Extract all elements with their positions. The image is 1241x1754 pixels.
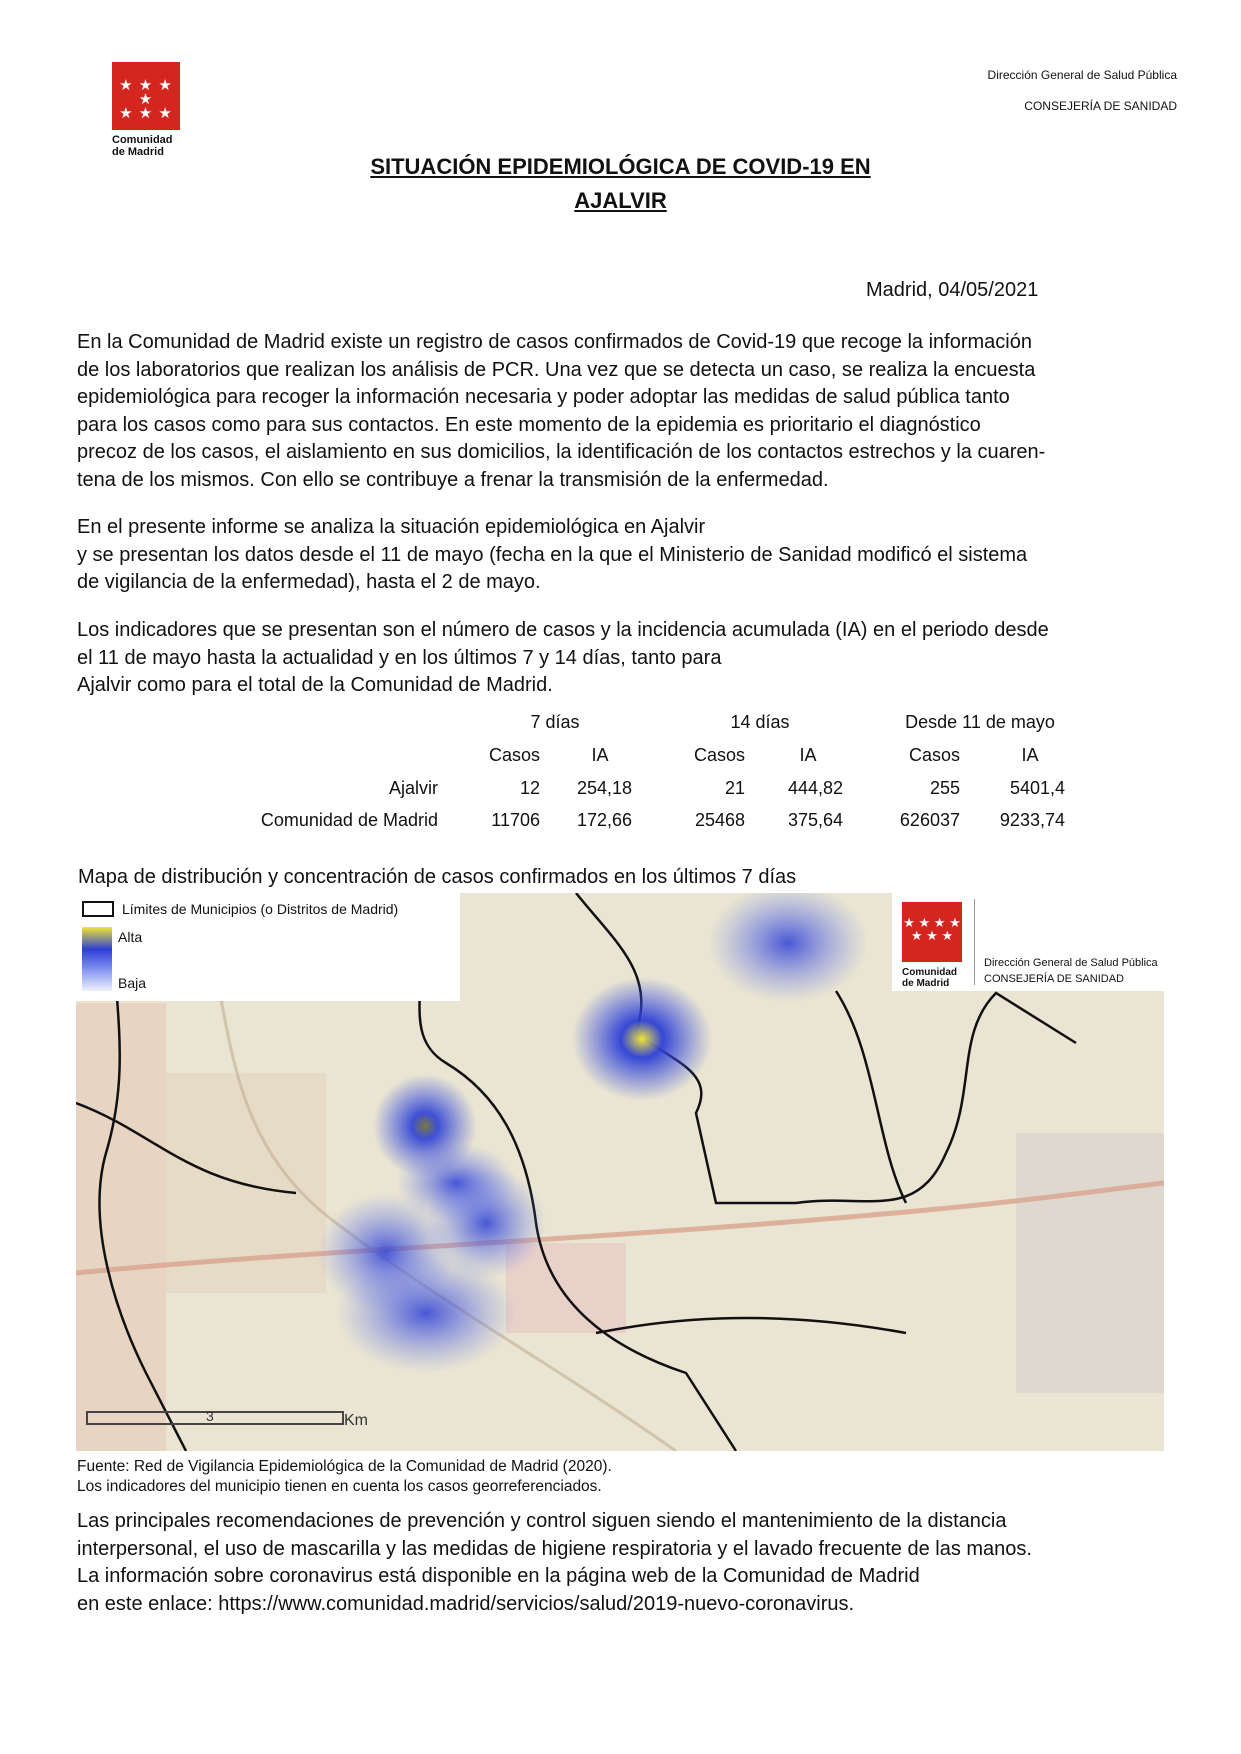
row-name: Ajalvir [388,778,438,798]
divider [974,899,975,985]
paragraph-recommendations: Las principales recomendaciones de prevención y control siguen siendo el mantenimiento de la distancia interpersonal, el uso de mascarilla y las medidas de higiene respiratoria y el lavado frecuente de las manos. La información sobre coronavirus está disponible en la página web de la Comunidad de Madrid en este enlace: https://www.comunidad.madrid/servicios/salud/2019-nuevo-coronavirus. [77,1510,1032,1615]
boundary-legend-icon [82,901,114,917]
cell-ia-7: 254,18 [576,778,632,798]
indicators-table [0,0,1241,860]
source-note [77,1457,612,1497]
cell-cases-7: 11706 [491,810,540,830]
map-logo-flag [902,902,962,962]
legend-low-label: Baja [118,975,147,991]
cell-ia-all: 9233,74 [999,810,1065,830]
paragraph-scope: En el presente informe se analiza la situación epidemiológica en Ajalvir y se presentan los datos desde el 11 de mayo (fecha en la que el Ministerio de Sanidad modificó el sistema de vigilancia de la enfermedad), hasta el 2 de mayo. [77,516,1028,593]
col-cases-14: Casos [693,745,745,765]
scale-unit: Km [344,1412,368,1429]
map-dept-line1: Dirección General de Salud Pública [984,957,1158,969]
scale-bar [86,1411,344,1425]
map-caption: Mapa de distribución y concentración de casos confirmados en los últimos 7 días [78,866,797,888]
col-ia-14: IA [799,745,817,765]
col-cases-7: Casos [488,745,540,765]
title-line1: SITUACIÓN EPIDEMIOLÓGICA DE COVID-19 EN [370,154,871,179]
row-name: Comunidad de Madrid [260,810,438,830]
cell-ia-14: 444,82 [787,778,843,798]
stars-icon: ★ ★ ★ ★ ★ ★ ★ [903,915,961,943]
col-cases-all: Casos [908,745,960,765]
header-since-may: Desde 11 de mayo [905,712,1055,732]
report-date: Madrid, 04/05/2021 [866,279,1039,301]
map-logo-text-line1: Comunidad [902,967,957,978]
cell-ia-14: 375,64 [787,810,843,830]
heat-spot [396,1143,516,1223]
header-dept-line2: CONSEJERÍA DE SANIDAD [1024,99,1177,113]
map-logo-text-line2: de Madrid [902,978,950,989]
cell-cases-all: 626037 [899,810,960,830]
cell-cases-14: 25468 [694,810,745,830]
cell-cases-7: 12 [519,778,540,798]
logo-text-line2: de Madrid [112,146,164,158]
header-dept-line1: Dirección General de Salud Pública [987,68,1177,82]
paragraph-registry: En la Comunidad de Madrid existe un registro de casos confirmados de Covid-19 que recoge la información de los laboratorios que realizan los análisis de PCR. Una vez que se detecta un caso, se realiza la encuesta epidemiológica para recoger la información necesaria y poder adoptar las medidas de salud pública tanto para los casos como para sus contactos. En este momento de la epidemia es prioritario el diagnóstico precoz de los casos, el aislamiento en sus domicilios, la identificación de los contactos estrechos y la cuaren- tena de los mismos. Con ello se contribuye a frenar la transmisión de la enfermedad. [77,331,1046,491]
legend-gradient-icon [82,927,112,991]
cell-cases-all: 255 [929,778,960,798]
heat-spot-high [572,977,712,1101]
scale-value: 3 [206,1408,214,1424]
cell-cases-14: 21 [724,778,745,798]
legend-high-label: Alta [118,929,143,945]
stars-icon: ★ ★ ★ ★ ★ ★ ★ [119,77,173,122]
source-line2: Los indicadores del municipio tienen en cuenta los casos georreferenciados. [77,1478,602,1495]
cell-ia-7: 172,66 [576,810,632,830]
header-14-days: 14 días [730,712,790,732]
source-line1: Fuente: Red de Vigilancia Epidemiológica de la Comunidad de Madrid (2020). [77,1458,612,1475]
logo-text-line1: Comunidad [112,134,173,146]
map-legend [76,893,460,1001]
map-dept-line2: CONSEJERÍA DE SANIDAD [984,973,1124,985]
recommendations-paragraph [77,1508,1177,1618]
cell-ia-all: 5401,4 [1009,778,1065,798]
header-7-days: 7 días [530,712,580,732]
paragraph-indicators: Los indicadores que se presentan son el número de casos y la incidencia acumulada (IA) en el periodo desde el 11 de mayo hasta la actualidad y en los últimos 7 y 14 días, tanto para Ajalvir como para el total de la Comunidad de Madrid. [77,619,1049,696]
col-ia-7: IA [591,745,609,765]
urban-area [1016,1133,1164,1393]
legend-boundary-label: Límites de Municipios (o Distritos de Madrid) [122,901,399,917]
col-ia-all: IA [1021,745,1039,765]
title-line2: AJALVIR [574,188,667,213]
map-logo-panel [892,893,1164,991]
